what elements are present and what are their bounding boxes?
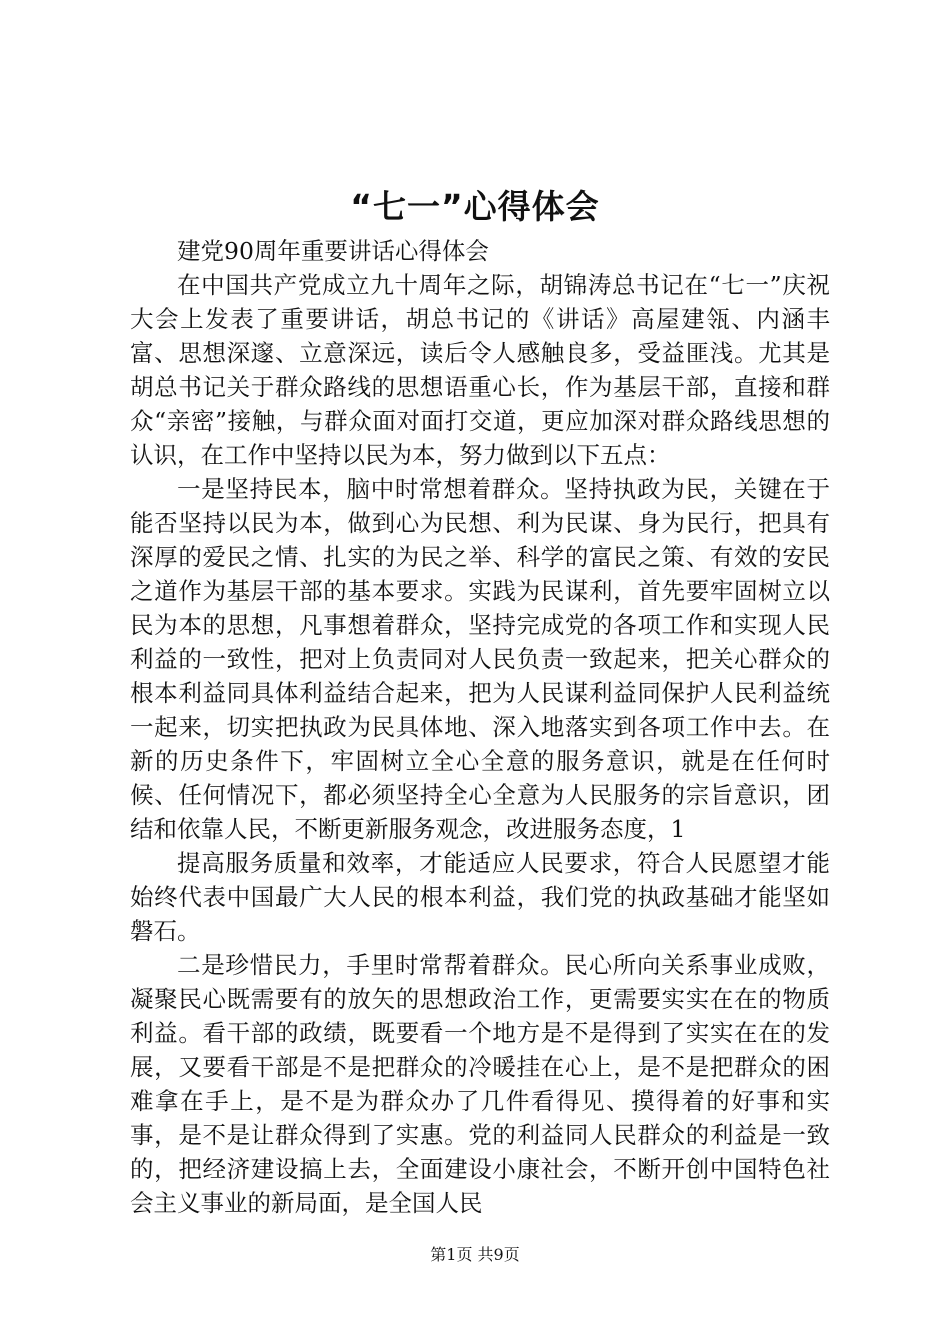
document-body (130, 234, 830, 1220)
paragraph-point-two: 二是珍惜民力，手里时常帮着群众。民心所向关系事业成败，凝聚民心既需要有的放矢的思想政治工作，更需要实实在在的物质利益。看干部的政绩，既要看一个地方是不是得到了实实在在的发展，又要看干部是不是把群众的冷暖挂在心上，是不是把群众的困难拿在手上，是不是为群众办了几件看得见、摸得着的好事和实事，是不是让群众得到了实惠。党的利益同人民群众的利益是一致的，把经济建设搞上去，全面建设小康社会，不断开创中国特色社会主义事业的新局面，是全国人民 (130, 951, 830, 1217)
paragraph-continuation: 提高服务质量和效率，才能适应人民要求，符合人民愿望才能始终代表中国最广大人民的根本利益，我们党的执政基础才能坚如磐石。 (130, 849, 830, 945)
paragraph-intro: 在中国共产党成立九十周年之际，胡锦涛总书记在“七一”庆祝大会上发表了重要讲话，胡总书记的《讲话》高屋建瓴、内涵丰富、思想深邃、立意深远，读后令人感触良多，受益匪浅。尤其是胡总书记关于群众路线的思想语重心长，作为基层干部，直接和群众“亲密”接触，与群众面对面打交道，更应加深对群众路线思想的认识，在工作中坚持以民为本，努力做到以下五点： (130, 271, 830, 469)
page-title: “七一”心得体会 (350, 187, 600, 226)
page-footer: 第1页 共9页 (430, 1245, 520, 1264)
paragraph-point-one: 一是坚持民本，脑中时常想着群众。坚持执政为民，关键在于能否坚持以民为本，做到心为民想、利为民谋、身为民行，把具有深厚的爱民之情、扎实的为民之举、科学的富民之策、有效的安民之道作为基层干部的基本要求。实践为民谋利，首先要牢固树立以民为本的思想，凡事想着群众，坚持完成党的各项工作和实现人民利益的一致性，把对上负责同对人民负责一致起来，把关心群众的根本利益同具体利益结合起来，把为人民谋利益同保护人民利益统一起来，切实把执政为民具体地、深入地落实到各项工作中去。在新的历史条件下，牢固树立全心全意的服务意识，就是在任何时候、任何情况下，都必须坚持全心全意为人民服务的宗旨意识，团结和依靠人民，不断更新服务观念，改进服务态度，1 (130, 475, 830, 843)
paragraph-subtitle: 建党90周年重要讲话心得体会 (177, 237, 489, 265)
